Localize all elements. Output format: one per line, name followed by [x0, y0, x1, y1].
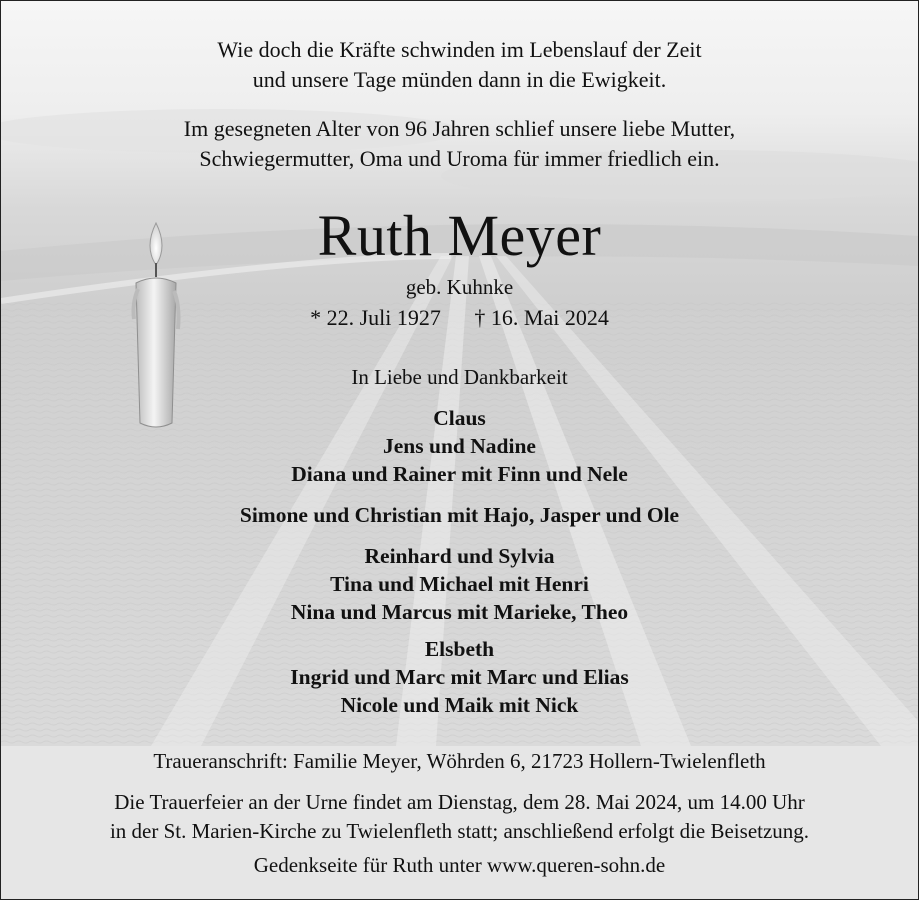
intro-line: Im gesegneten Alter von 96 Jahren schlief unsere liebe Mutter, — [183, 116, 736, 141]
dedication: In Liebe und Dankbarkeit — [351, 365, 568, 389]
mourning-address: Traueranschrift: Familie Meyer, Wöhrden 6, 21723 Hollern-Twielenfleth — [153, 749, 766, 773]
death-date: † 16. Mai 2024 — [474, 305, 609, 330]
verse — [1, 35, 918, 95]
family-line: Reinhard und Sylvia — [364, 544, 555, 568]
family-line: Jens und Nadine — [383, 434, 536, 458]
family-line: Simone und Christian mit Hajo, Jasper und Ole — [239, 503, 680, 527]
ceremony-line: in der St. Marien-Kirche zu Twielenfleth statt; anschließend erfolgt die Beisetzung. — [109, 819, 810, 843]
ceremony-info — [1, 788, 918, 846]
family-group — [1, 501, 918, 529]
family-group — [1, 542, 918, 626]
intro-line: Schwiegermutter, Oma und Uroma für immer friedlich ein. — [199, 146, 720, 171]
family-group — [1, 635, 918, 719]
family-line: Elsbeth — [424, 637, 495, 661]
birth-name: geb. Kuhnke — [405, 275, 514, 299]
family-line: Ingrid und Marc mit Marc und Elias — [290, 665, 629, 689]
deceased-name: Ruth Meyer — [317, 203, 602, 268]
life-dates — [1, 303, 918, 333]
family-group — [1, 404, 918, 488]
memorial-page-info: Gedenkseite für Ruth unter www.queren-sohn.de — [253, 853, 666, 877]
family-line: Nina und Marcus mit Marieke, Theo — [290, 600, 629, 624]
family-line: Nicole und Maik mit Nick — [340, 693, 579, 717]
ceremony-line: Die Trauerfeier an der Urne findet am Dienstag, dem 28. Mai 2024, um 14.00 Uhr — [114, 790, 805, 814]
family-line: Tina und Michael mit Henri — [330, 572, 589, 596]
family-line: Diana und Rainer mit Finn und Nele — [291, 462, 628, 486]
verse-line: und unsere Tage münden dann in die Ewigkeit. — [252, 67, 667, 92]
birth-date: * 22. Juli 1927 — [310, 305, 441, 330]
verse-line: Wie doch die Kräfte schwinden im Lebenslauf der Zeit — [217, 37, 702, 62]
family-line: Claus — [433, 406, 486, 430]
intro-text — [1, 114, 918, 174]
